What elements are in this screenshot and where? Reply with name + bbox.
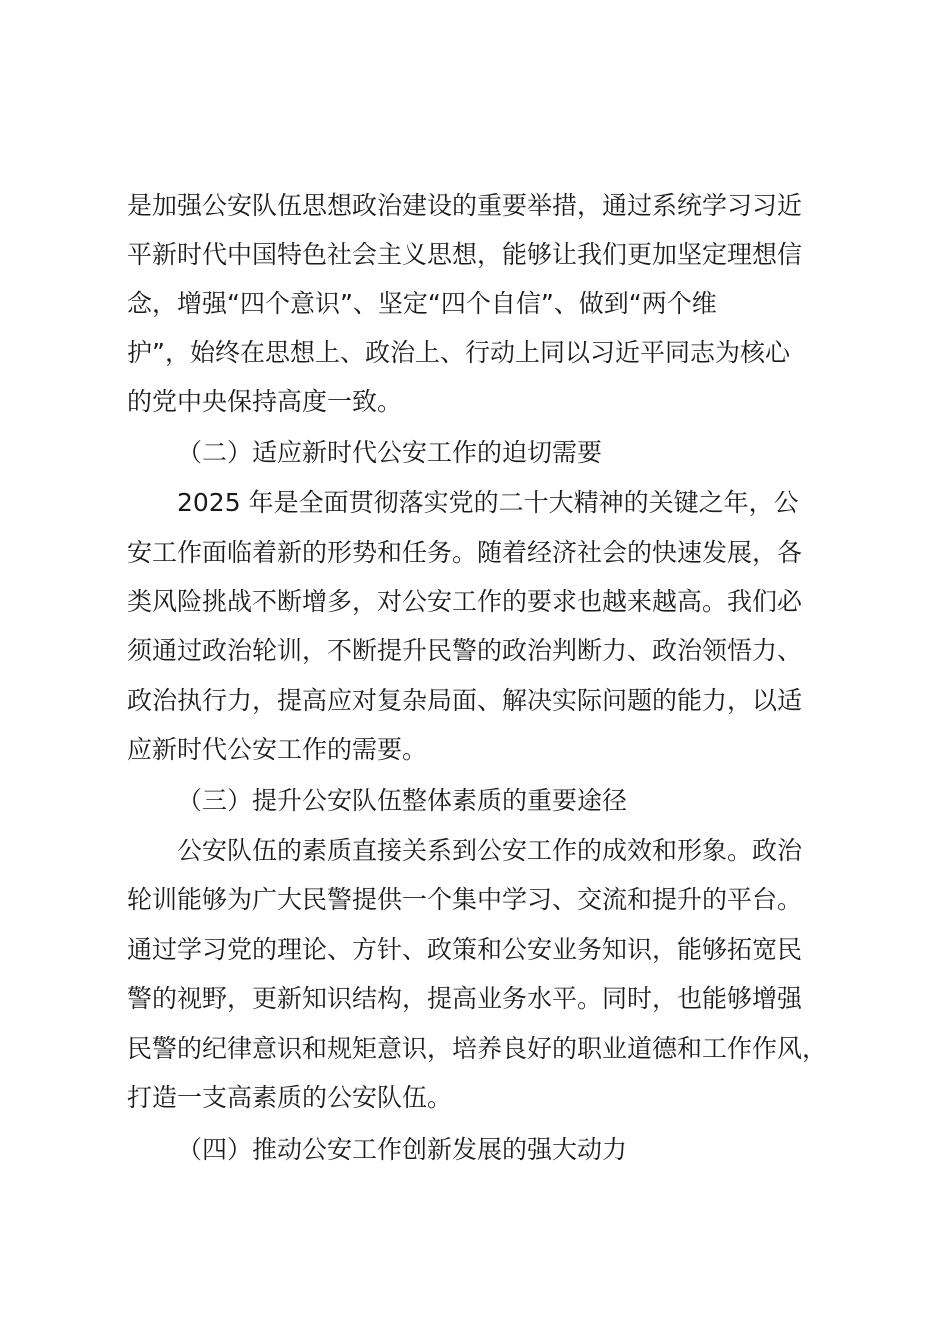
paragraph-3-line-5: 民警的纪律意识和规矩意识，培养良好的职业道德和工作作风， [127, 1034, 828, 1063]
paragraph-1-line-5: 的党中央保持高度一致。 [127, 387, 403, 416]
paragraph-3-line-6: 打造一支高素质的公安队伍。 [127, 1083, 453, 1112]
paragraph-2-line-4: 须通过政治轮训，不断提升民警的政治判断力、政治领悟力、 [127, 636, 803, 665]
section-heading-4: （四）推动公安工作创新发展的强大动力 [177, 1135, 628, 1164]
paragraph-3-line-4: 警的视野，更新知识结构，提高业务水平。同时，也能够增强 [127, 984, 803, 1013]
paragraph-2-line-2: 安工作面临着新的形势和任务。随着经济社会的快速发展，各 [127, 538, 803, 567]
paragraph-1-line-4: 护”，始终在思想上、政治上、行动上同以习近平同志为核心 [127, 338, 790, 367]
paragraph-2-line-6: 应新时代公安工作的需要。 [127, 735, 428, 764]
section-heading-2: （二）适应新时代公安工作的迫切需要 [177, 438, 603, 467]
paragraph-2-line-5: 政治执行力，提高应对复杂局面、解决实际问题的能力，以适 [127, 686, 803, 715]
paragraph-3-line-1: 公安队伍的素质直接关系到公安工作的成效和形象。政治 [177, 836, 803, 865]
paragraph-2-line-1: 2025 年是全面贯彻落实党的二十大精神的关键之年，公 [177, 488, 799, 517]
paragraph-3-line-2: 轮训能够为广大民警提供一个集中学习、交流和提升的平台。 [127, 885, 803, 914]
paragraph-3-line-3: 通过学习党的理论、方针、政策和公安业务知识，能够拓宽民 [127, 935, 803, 964]
section-heading-3: （三）提升公安队伍整体素质的重要途径 [177, 786, 628, 815]
paragraph-1-line-3: 念，增强“四个意识”、坚定“四个自信”、做到“两个维 [127, 289, 717, 318]
paragraph-2-line-3: 类风险挑战不断增多，对公安工作的要求也越来越高。我们必 [127, 587, 803, 616]
paragraph-1-line-2: 平新时代中国特色社会主义思想，能够让我们更加坚定理想信 [127, 240, 803, 269]
paragraph-1-line-1: 是加强公安队伍思想政治建设的重要举措，通过系统学习习近 [127, 191, 803, 220]
